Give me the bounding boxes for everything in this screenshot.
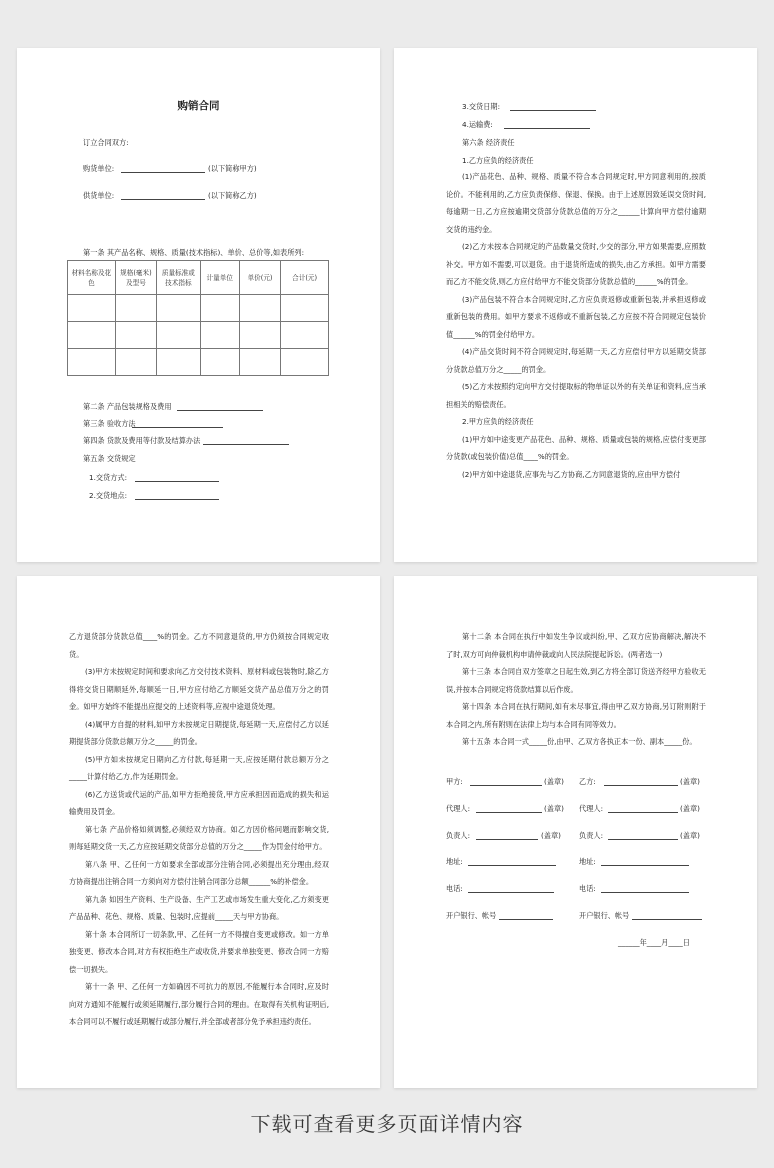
article-7: 第七条 产品价格如须调整,必须经双方协商。如乙方因价格问题而影响交货,则每延期交货一天,乙方应按延期交货部分总值的万分之_____作为罚金付给甲方。 (69, 824, 329, 851)
article-11: 第十一条 甲、乙任何一方如确因不可抗力的原因,不能履行本合同时,应及时向对方通知不能履行或须延期履行,部分履行合同的理由。在取得有关机构证明后,本合同可以不履行或延期履行或部分履行,并全部或者部分免予承担违约责任。 (69, 982, 329, 1026)
table-row (68, 349, 329, 376)
party-b-bank-label: 开户银行、帐号 (579, 911, 630, 920)
contract-page-3 (17, 576, 380, 1088)
shipping-fee: 4.运输费: (462, 120, 493, 129)
article-4: 第四条 货款及费用等付款及结算办法 (83, 436, 201, 445)
clause: 乙方退货部分货款总值____%的罚金。乙方不同意退货的,甲方仍须按合同规定收货。 (69, 632, 329, 659)
seller-note: (以下简称乙方) (208, 191, 257, 200)
delivery-place-blank (135, 491, 219, 500)
party-a-label: 甲方: (446, 777, 463, 786)
party-a-bank-blank (499, 911, 553, 920)
seller-label: 供货单位: (83, 191, 115, 200)
party-a-principal-seal: (盖章) (541, 831, 561, 840)
clause: (3)甲方未按规定时间和要求向乙方交付技术资料、原材料或包装物时,除乙方得将交货日期顺延外,每顺延一日,甲方应付给乙方顺延交货产品总值万分之的罚金。如甲方始终不能提出应提交的上述资料等,应视中途退货处理。 (69, 667, 329, 711)
article-13: 第十三条 本合同自双方签章之日起生效,到乙方将全部订货送齐经甲方验收无误,并按本合同规定将货款结算以后作废。 (446, 667, 706, 694)
party-b-seal: (盖章) (680, 777, 700, 786)
party-b-agent-seal: (盖章) (680, 804, 700, 813)
article-14: 第十四条 本合同在执行期间,如有未尽事宜,得由甲乙双方协商,另订附则附于本合同之内,所有附则在法律上均与本合同有同等效力。 (446, 702, 706, 729)
seller-blank (121, 191, 205, 200)
table-header-row (68, 261, 329, 295)
table-header-cell: 计量单位 (200, 261, 239, 295)
party-b-label: 乙方: (579, 777, 596, 786)
clause: (2)甲方如中途退货,应事先与乙方协商,乙方同意退货的,应由甲方偿付 (462, 469, 681, 479)
clause: (1)甲方如中途变更产品花色、品种、规格、质量或包装的规格,应偿付变更部分货款(或包装价值)总值____%的罚金。 (446, 434, 706, 461)
table-row (68, 322, 329, 349)
table-header-cell: 合计(元) (281, 261, 329, 295)
party-a-bank-label: 开户银行、帐号 (446, 911, 497, 920)
delivery-place: 2.交货地点: (89, 491, 128, 500)
article-9: 第九条 如因生产资料、生产设备、生产工艺或市场发生重大变化,乙方须变更产品品种、花色、规格、质量、包装时,应提前_____天与甲方协商。 (69, 894, 329, 921)
party-a-principal-label: 负责人: (446, 831, 470, 840)
shipping-fee-blank (504, 120, 590, 129)
party-a-agent-label: 代理人: (446, 804, 470, 813)
article-15: 第十五条 本合同一式_____份,由甲、乙双方各执正本一份、副本_____份。 (462, 737, 697, 746)
party-b-blank (604, 777, 678, 786)
party-b-principal-seal: (盖章) (680, 831, 700, 840)
page-3-clauses (69, 628, 329, 1031)
clause: (6)乙方送货或代运的产品,如甲方拒绝接货,甲方应承担因而造成的损失和运输费用及罚金。 (69, 789, 329, 816)
page-title: 购销合同 (177, 100, 220, 112)
clause: (4)产品交货时间不符合同规定时,每延期一天,乙方应偿付甲方以延期交货部分货款总值万分之_____的罚金。 (446, 347, 706, 374)
delivery-method: 1.交货方式: (89, 473, 128, 482)
party-a-phone-blank (468, 884, 554, 893)
parties-label: 订立合同双方: (83, 138, 129, 147)
article-2: 第二条 产品包装规格及费用 (83, 402, 172, 411)
party-a-blank (470, 777, 542, 786)
article-5: 第五条 交货规定 (83, 454, 136, 463)
party-a-agent-blank (476, 804, 542, 813)
buyer-liability-heading: 2.甲方应负的经济责任 (462, 417, 534, 426)
more-pages-caption: 下载可查看更多页面详情内容 (250, 1112, 524, 1136)
article-3: 第三条 验收方法 (83, 419, 136, 428)
clause: (4)属甲方自提的材料,如甲方未按规定日期提货,每延期一天,应偿付乙方以延期提货部分货款总额万分之_____的罚金。 (69, 719, 329, 746)
contract-page-1 (17, 48, 380, 562)
party-b-address-blank (601, 857, 689, 866)
article-6: 第六条 经济责任 (462, 138, 515, 147)
article-12: 第十二条 本合同在执行中如发生争议或纠纷,甲、乙双方应协商解决,解决不了时,双方可向仲裁机构申请仲裁或向人民法院提起诉讼。(两者选一) (446, 632, 706, 659)
party-b-address-label: 地址: (579, 857, 596, 866)
clause: (3)产品包装不符合本合同规定时,乙方应负责返修或重新包装,并承担返修或重新包装的费用。如甲方要求不返修或不重新包装,乙方应按不符合同规定包装价值______%的罚金付给甲方。 (446, 294, 706, 339)
clause: (5)甲方如未按规定日期向乙方付款,每延期一天,应按延期付款总额万分之_____计算付给乙方,作为延期罚金。 (69, 754, 329, 781)
delivery-date: 3.交货日期: (462, 102, 501, 111)
party-a-address-blank (468, 857, 556, 866)
party-b-agent-label: 代理人: (579, 804, 603, 813)
article-4-blank (203, 436, 289, 445)
clause: (5)乙方未按照约定向甲方交付提取标的物单证以外的有关单证和资料,应当承担相关的赔偿责任。 (446, 382, 706, 409)
table-header-cell: 规格(毫米)及型号 (115, 261, 156, 295)
buyer-note: (以下简称甲方) (208, 164, 257, 173)
party-b-principal-blank (608, 831, 678, 840)
buyer-blank (121, 164, 205, 173)
table-row (68, 295, 329, 322)
buyer-label: 购货单位: (83, 164, 115, 173)
contract-page-2 (394, 48, 757, 562)
party-a-principal-blank (476, 831, 538, 840)
article-3-blank (132, 419, 223, 428)
seller-liability-heading: 1.乙方应负的经济责任 (462, 156, 534, 165)
article-1: 第一条 其产品名称、规格、质量(技术指标)、单价、总价等,如表所列: (83, 248, 305, 257)
clause: (1)产品花色、品种、规格、质量不符合本合同规定时,甲方同意利用的,按质论价。不能利用的,乙方应负责保修、保退、保换。由于上述原因致延误交货时间,每逾期一日,乙方应按逾期交货部分货款总值的万分之______计算向甲方偿付逾期交货的违约金。 (446, 172, 706, 234)
table-header-cell: 质量标准或技术指标 (157, 261, 201, 295)
party-b-agent-blank (608, 804, 678, 813)
party-a-seal: (盖章) (544, 777, 564, 786)
article-8: 第八条 甲、乙任何一方如要求全部或部分注销合同,必须提出充分理由,经双方协商提出注销合同一方须向对方偿付注销合同部分总额______%的补偿金。 (69, 859, 329, 886)
party-b-principal-label: 负责人: (579, 831, 603, 840)
product-spec-table (67, 260, 329, 376)
delivery-date-blank (510, 102, 596, 111)
party-a-phone-label: 电话: (446, 884, 463, 893)
delivery-method-blank (135, 473, 219, 482)
article-2-blank (177, 402, 263, 411)
clause: (2)乙方未按本合同规定的产品数量交货时,少交的部分,甲方如果需要,应照数补交。甲方如不需要,可以退货。由于退货所造成的损失,由乙方承担。如甲方需要而乙方不能交货,则乙方应付给甲方不能交货部分货款总值的______%的罚金。 (446, 242, 706, 286)
party-a-address-label: 地址: (446, 857, 463, 866)
article-10: 第十条 本合同所订一切条款,甲、乙任何一方不得擅自变更或修改。如一方单独变更、修改本合同,对方有权拒绝生产或收货,并要求单独变更、修改合同一方赔偿一切损失。 (69, 929, 329, 974)
party-a-agent-seal: (盖章) (544, 804, 564, 813)
contract-page-4 (394, 576, 757, 1088)
signing-date: ______年____月____日 (618, 938, 690, 947)
seller-liability-clauses (446, 168, 706, 483)
party-b-bank-blank (632, 911, 702, 920)
party-b-phone-label: 电话: (579, 884, 596, 893)
table-header-cell: 材料名称及花色 (68, 261, 116, 295)
table-header-cell: 单价(元) (239, 261, 280, 295)
party-b-phone-blank (601, 884, 689, 893)
page-4-clauses (446, 628, 706, 751)
